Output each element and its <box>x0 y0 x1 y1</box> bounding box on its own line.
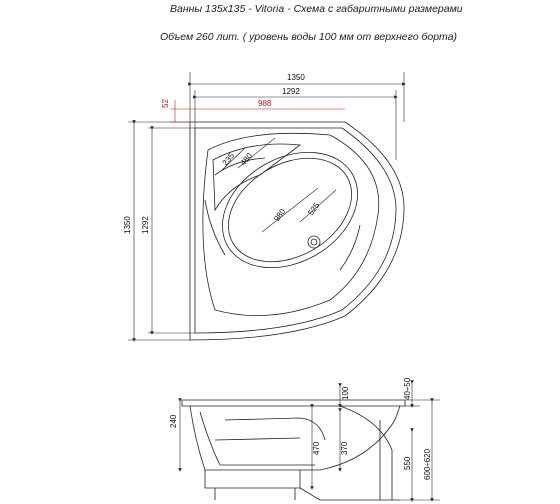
dim-side-370: 370 <box>340 441 349 455</box>
side-view <box>182 400 405 500</box>
drain-icon <box>308 236 320 248</box>
dim-top-red: 988 <box>258 99 272 108</box>
dim-seat-b: 480 <box>238 151 255 168</box>
dim-right-600-620: 600÷620 <box>423 448 432 480</box>
side-rim <box>182 400 405 406</box>
dim-top-total: 1350 <box>287 73 305 82</box>
side-base <box>205 470 300 488</box>
top-view <box>190 122 404 340</box>
diagram-title: Ванны 135х135 - Vitoria - Схема с габаритными размерами <box>170 3 463 15</box>
dim-top-inner: 1292 <box>282 87 300 96</box>
dim-basin-width: 525 <box>306 201 322 218</box>
dim-side-100: 100 <box>341 386 350 400</box>
dim-left-total: 1350 <box>123 216 132 234</box>
left-dimensions <box>128 122 195 340</box>
tub-outer-outline <box>190 122 404 340</box>
diagram-subtitle: Объем 260 лит. ( уровень воды 100 мм от верхнего борта) <box>160 31 457 43</box>
dim-left-inner: 1292 <box>141 216 150 234</box>
dim-side-height: 240 <box>169 414 178 428</box>
dim-right-40-50: 40÷50 <box>403 377 412 400</box>
dim-side-470: 470 <box>312 441 321 455</box>
dim-seat-a: 235 <box>220 151 237 168</box>
dim-basin-length: 980 <box>272 207 288 224</box>
dim-right-550: 550 <box>403 456 412 470</box>
dim-top-red-small: 52 <box>161 99 170 108</box>
